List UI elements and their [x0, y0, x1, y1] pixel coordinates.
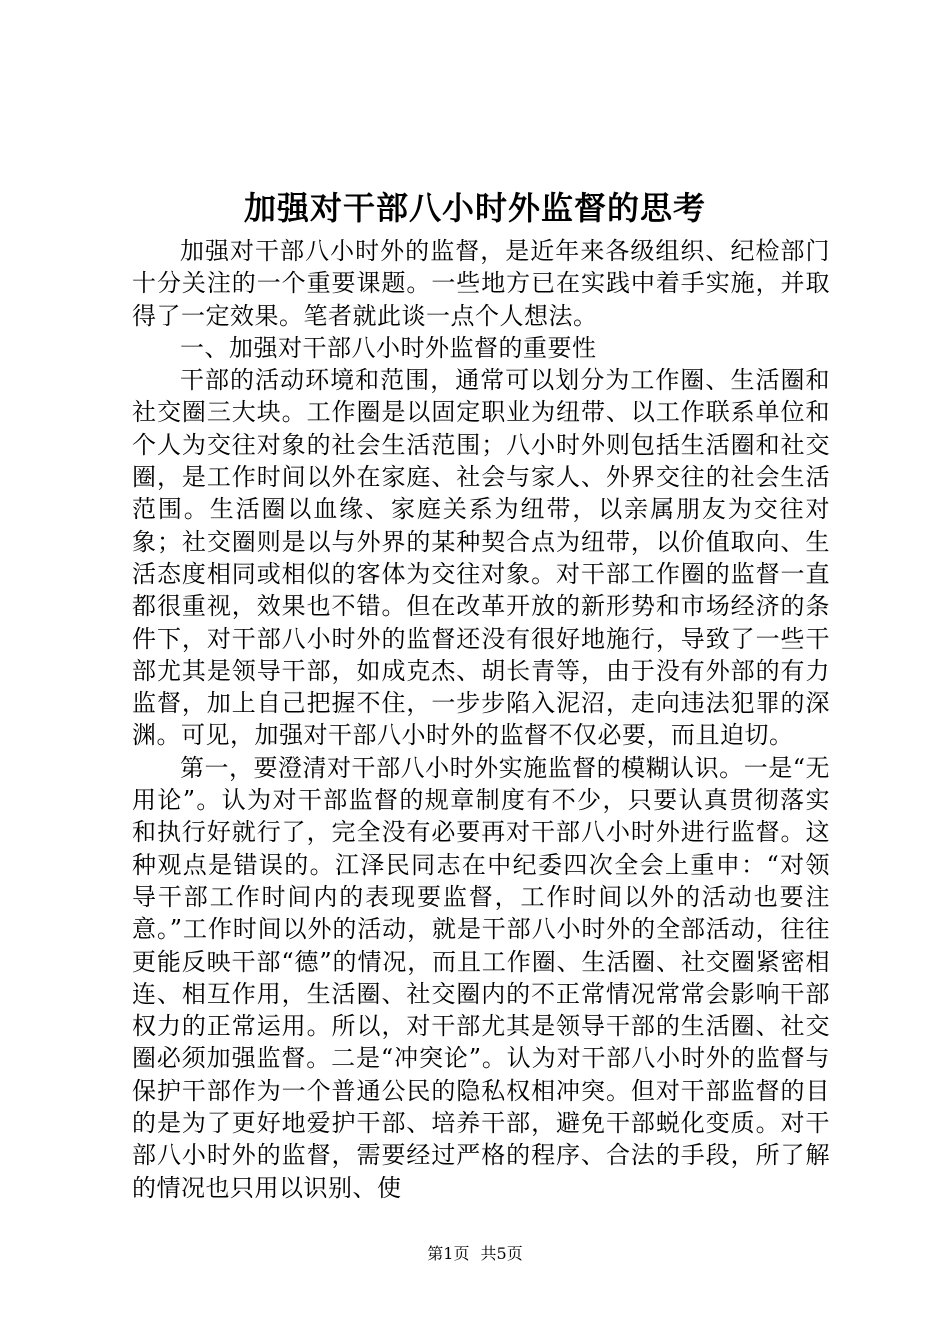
- section-heading: 一、加强对干部八小时外监督的重要性: [180, 333, 597, 362]
- intro-paragraph: 加强对干部八小时外的监督，是近年来各级组织、纪检部门十分关注的一个重要课题。一些地方已在实践中着手实施，并取得了一定效果。笔者就此谈一点个人想法。: [132, 237, 830, 330]
- document-body: [132, 235, 830, 1204]
- page-number: 第1页: [427, 1244, 470, 1263]
- page-total: 共5页: [480, 1244, 523, 1263]
- body-paragraph: 干部的活动环境和范围，通常可以划分为工作圈、生活圈和社交圈三大块。工作圈是以固定职业为纽带、以工作联系单位和个人为交往对象的社会生活范围；八小时外则包括生活圈和社交圈，是工作时间以外在家庭、社会与家人、外界交往的社会生活范围。生活圈以血缘、家庭关系为纽带，以亲属朋友为交往对象；社交圈则是以与外界的某种契合点为纽带，以价值取向、生活态度相同或相似的客体为交往对象。对干部工作圈的监督一直都很重视，效果也不错。但在改革开放的新形势和市场经济的条件下，对干部八小时外的监督还没有很好地施行，导致了一些干部尤其是领导干部，如成克杰、胡长青等，由于没有外部的有力监督，加上自己把握不住，一步步陷入泥沼，走向违法犯罪的深渊。可见，加强对干部八小时外的监督不仅必要，而且迫切。: [132, 366, 830, 750]
- page-footer: [0, 1243, 950, 1265]
- body-paragraph: 第一，要澄清对干部八小时外实施监督的模糊认识。一是“无用论”。认为对干部监督的规章制度有不少，只要认真贯彻落实和执行好就行了，完全没有必要再对干部八小时外进行监督。这种观点是错误的。江泽民同志在中纪委四次全会上重申：“对领导干部工作时间内的表现要监督，工作时间以外的活动也要注意。”工作时间以外的活动，就是干部八小时外的全部活动，往往更能反映干部“德”的情况，而且工作圈、生活圈、社交圈紧密相连、相互作用，生活圈、社交圈内的不正常情况常常会影响干部权力的正常运用。所以，对干部尤其是领导干部的生活圈、社交圈必须加强监督。二是“冲突论”。认为对干部八小时外的监督与保护干部作为一个普通公民的隐私权相冲突。但对干部监督的目的是为了更好地爱护干部、培养干部，避免干部蜕化变质。对干部八小时外的监督，需要经过严格的程序、合法的手段，所了解的情况也只用以识别、使: [132, 753, 830, 1202]
- document-title: 加强对干部八小时外监督的思考: [243, 189, 706, 227]
